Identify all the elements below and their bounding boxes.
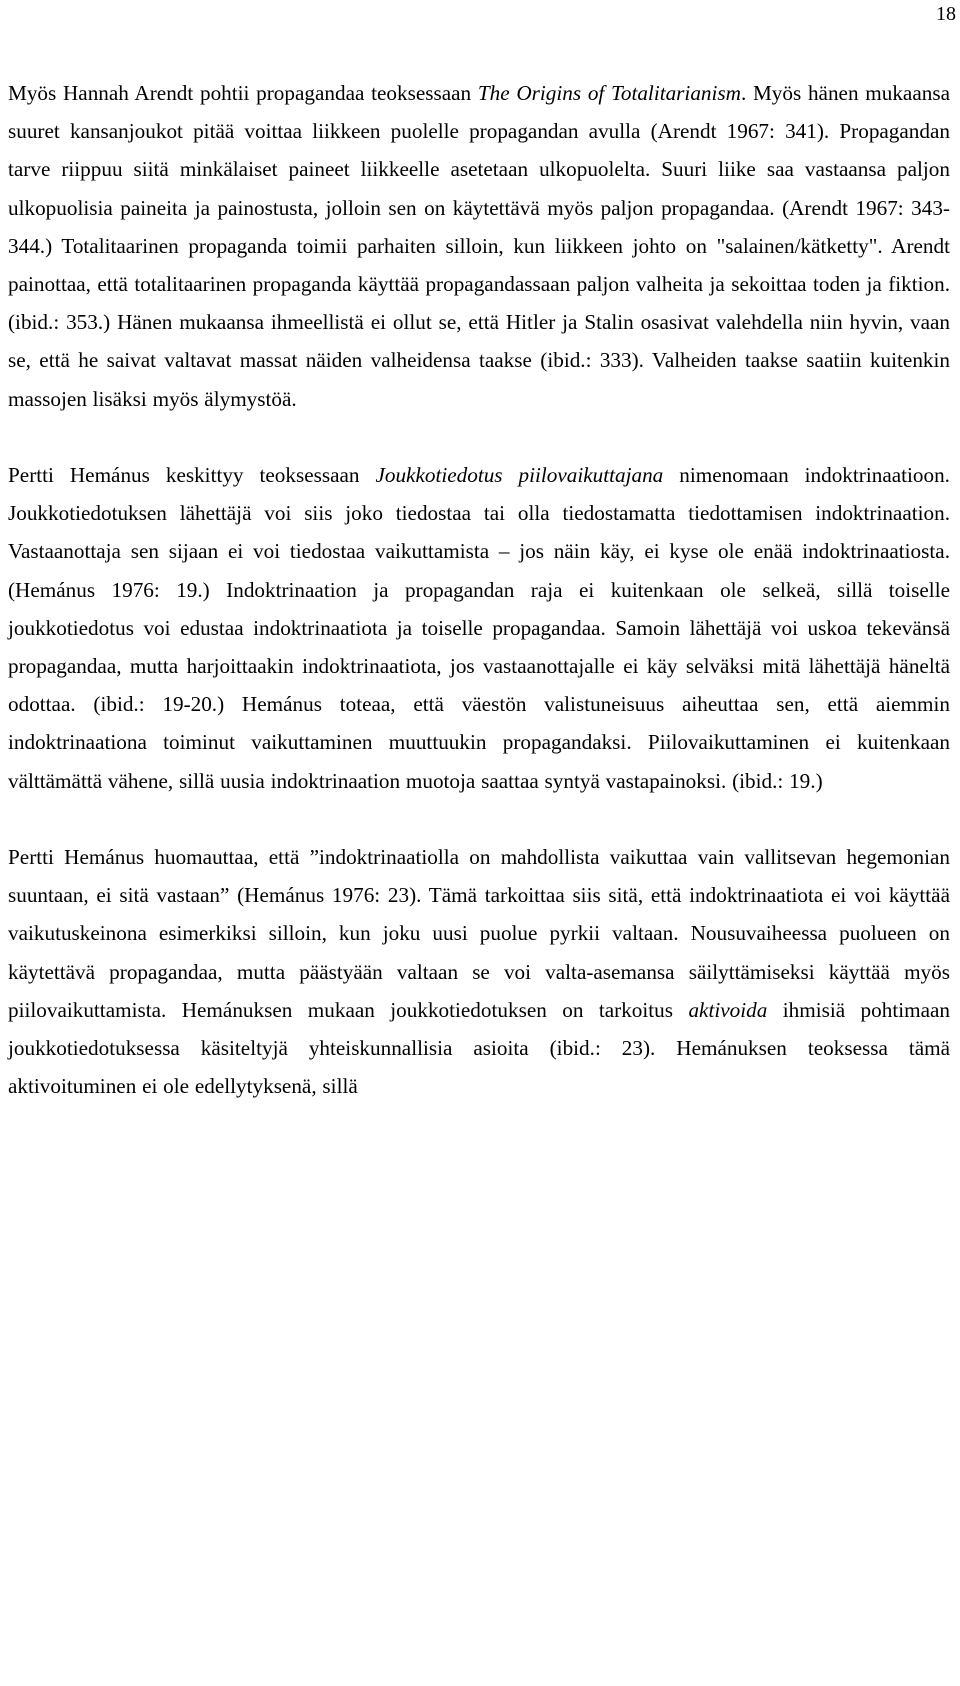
text-segment: . Myös hänen mukaansa suuret kansanjoukot pitää voittaa liikkeen puolelle propagandan avulla (Arendt 1967: 341). Propagandan tarve riippuu siitä minkälaiset paineet liikkeelle asetetaan ulkopuolelta. Suuri liike saa vastaansa paljon ulkopuolisia paineita ja painostusta, jolloin sen on käytettävä myös paljon propagandaa. (Arendt 1967: 343-344.) Totalitaarinen propaganda toimii parhaiten silloin, kun liikkeen johto on "salainen/kätketty". Arendt painottaa, että totalitaarinen propaganda käyttää propagandassaan paljon valheita ja sekoittaa toden ja fiktion. (ibid.: 353.) Hänen mukaansa ihmeellistä ei ollut se, että Hitler ja Stalin osasivat valehdella niin hyvin, vaan se, että he saivat valtavat massat näiden valheidensa taakse (ibid.: 333). Valheiden taakse saatiin kuitenkin massojen lisäksi myös älymystöä. <box>8 81 950 411</box>
text-segment: ihmisiä pohtimaan joukkotiedotuksessa käsiteltyjä yhteiskunnallisia asioita (ibid.: 23). Hemánuksen teoksessa tämä aktivoituminen ei ole edellytyksenä, sillä <box>8 997 950 1099</box>
book-title-joukkotiedotus: Joukkotiedotus piilovaikuttajana <box>375 463 664 488</box>
text-segment: nimenomaan indoktrinaatioon. Joukkotiedotuksen lähettäjä voi siis joko tiedostaa tai olla tiedostamatta tiedottamisen indoktrinaation. Vastaanottaja sen sijaan ei voi tiedostaa vaikuttamista – jos näin käy, ei kyse ole enää indoktrinaatiosta. (Hemánus 1976: 19.) Indoktrinaation ja propagandan raja ei kuitenkaan ole selkeä, sillä toiselle joukkotiedotus voi edustaa indoktrinaatiota ja toiselle propagandaa. Samoin lähettäjä voi uskoa tekevänsä propagandaa, mutta harjoittaakin indoktrinaatiota, jos vastaanottajalle ei käy selväksi mitä lähettäjä häneltä odottaa. (ibid.: 19-20.) Hemánus toteaa, että väestön valistuneisuus aiheuttaa sen, että aiemmin indoktrinaationa toiminut vaikuttaminen muuttuukin propagandaksi. Piilovaikuttaminen ei kuitenkaan välttämättä vähene, sillä uusia indoktrinaation muotoja saattaa syntyä vastapainoksi. (ibid.: 19.) <box>8 463 950 793</box>
page-number: 18 <box>936 3 956 25</box>
paragraph-arendt <box>8 74 950 418</box>
paragraph-hemanus-hegemony <box>8 838 950 1105</box>
text-segment: Myös Hannah Arendt pohtii propagandaa teoksessaan <box>8 81 478 105</box>
text-segment: Pertti Hemánus keskittyy teoksessaan <box>8 463 376 488</box>
body-text <box>8 74 950 1105</box>
book-title-origins-of-totalitarianism: The Origins of Totalitarianism <box>477 81 741 105</box>
paragraph-hemanus-indoctrination <box>8 456 950 800</box>
emphasis-aktivoida: aktivoida <box>688 997 768 1022</box>
text-segment: Pertti Hemánus huomauttaa, että ”indoktrinaatiolla on mahdollista vaikuttaa vain vallitsevan hegemonian suuntaan, ei sitä vastaan” (Hemánus 1976: 23). Tämä tarkoittaa siis sitä, että indoktrinaatiota ei voi käyttää vaikutuskeinona esimerkiksi silloin, kun joku uusi puolue pyrkii valtaan. Nousuvaiheessa puolueen on käytettävä propagandaa, mutta päästyään valtaan se voi valta-asemansa säilyttämiseksi käyttää myös piilovaikuttamista. Hemánuksen mukaan joukkotiedotuksen on tarkoitus <box>8 845 950 1022</box>
